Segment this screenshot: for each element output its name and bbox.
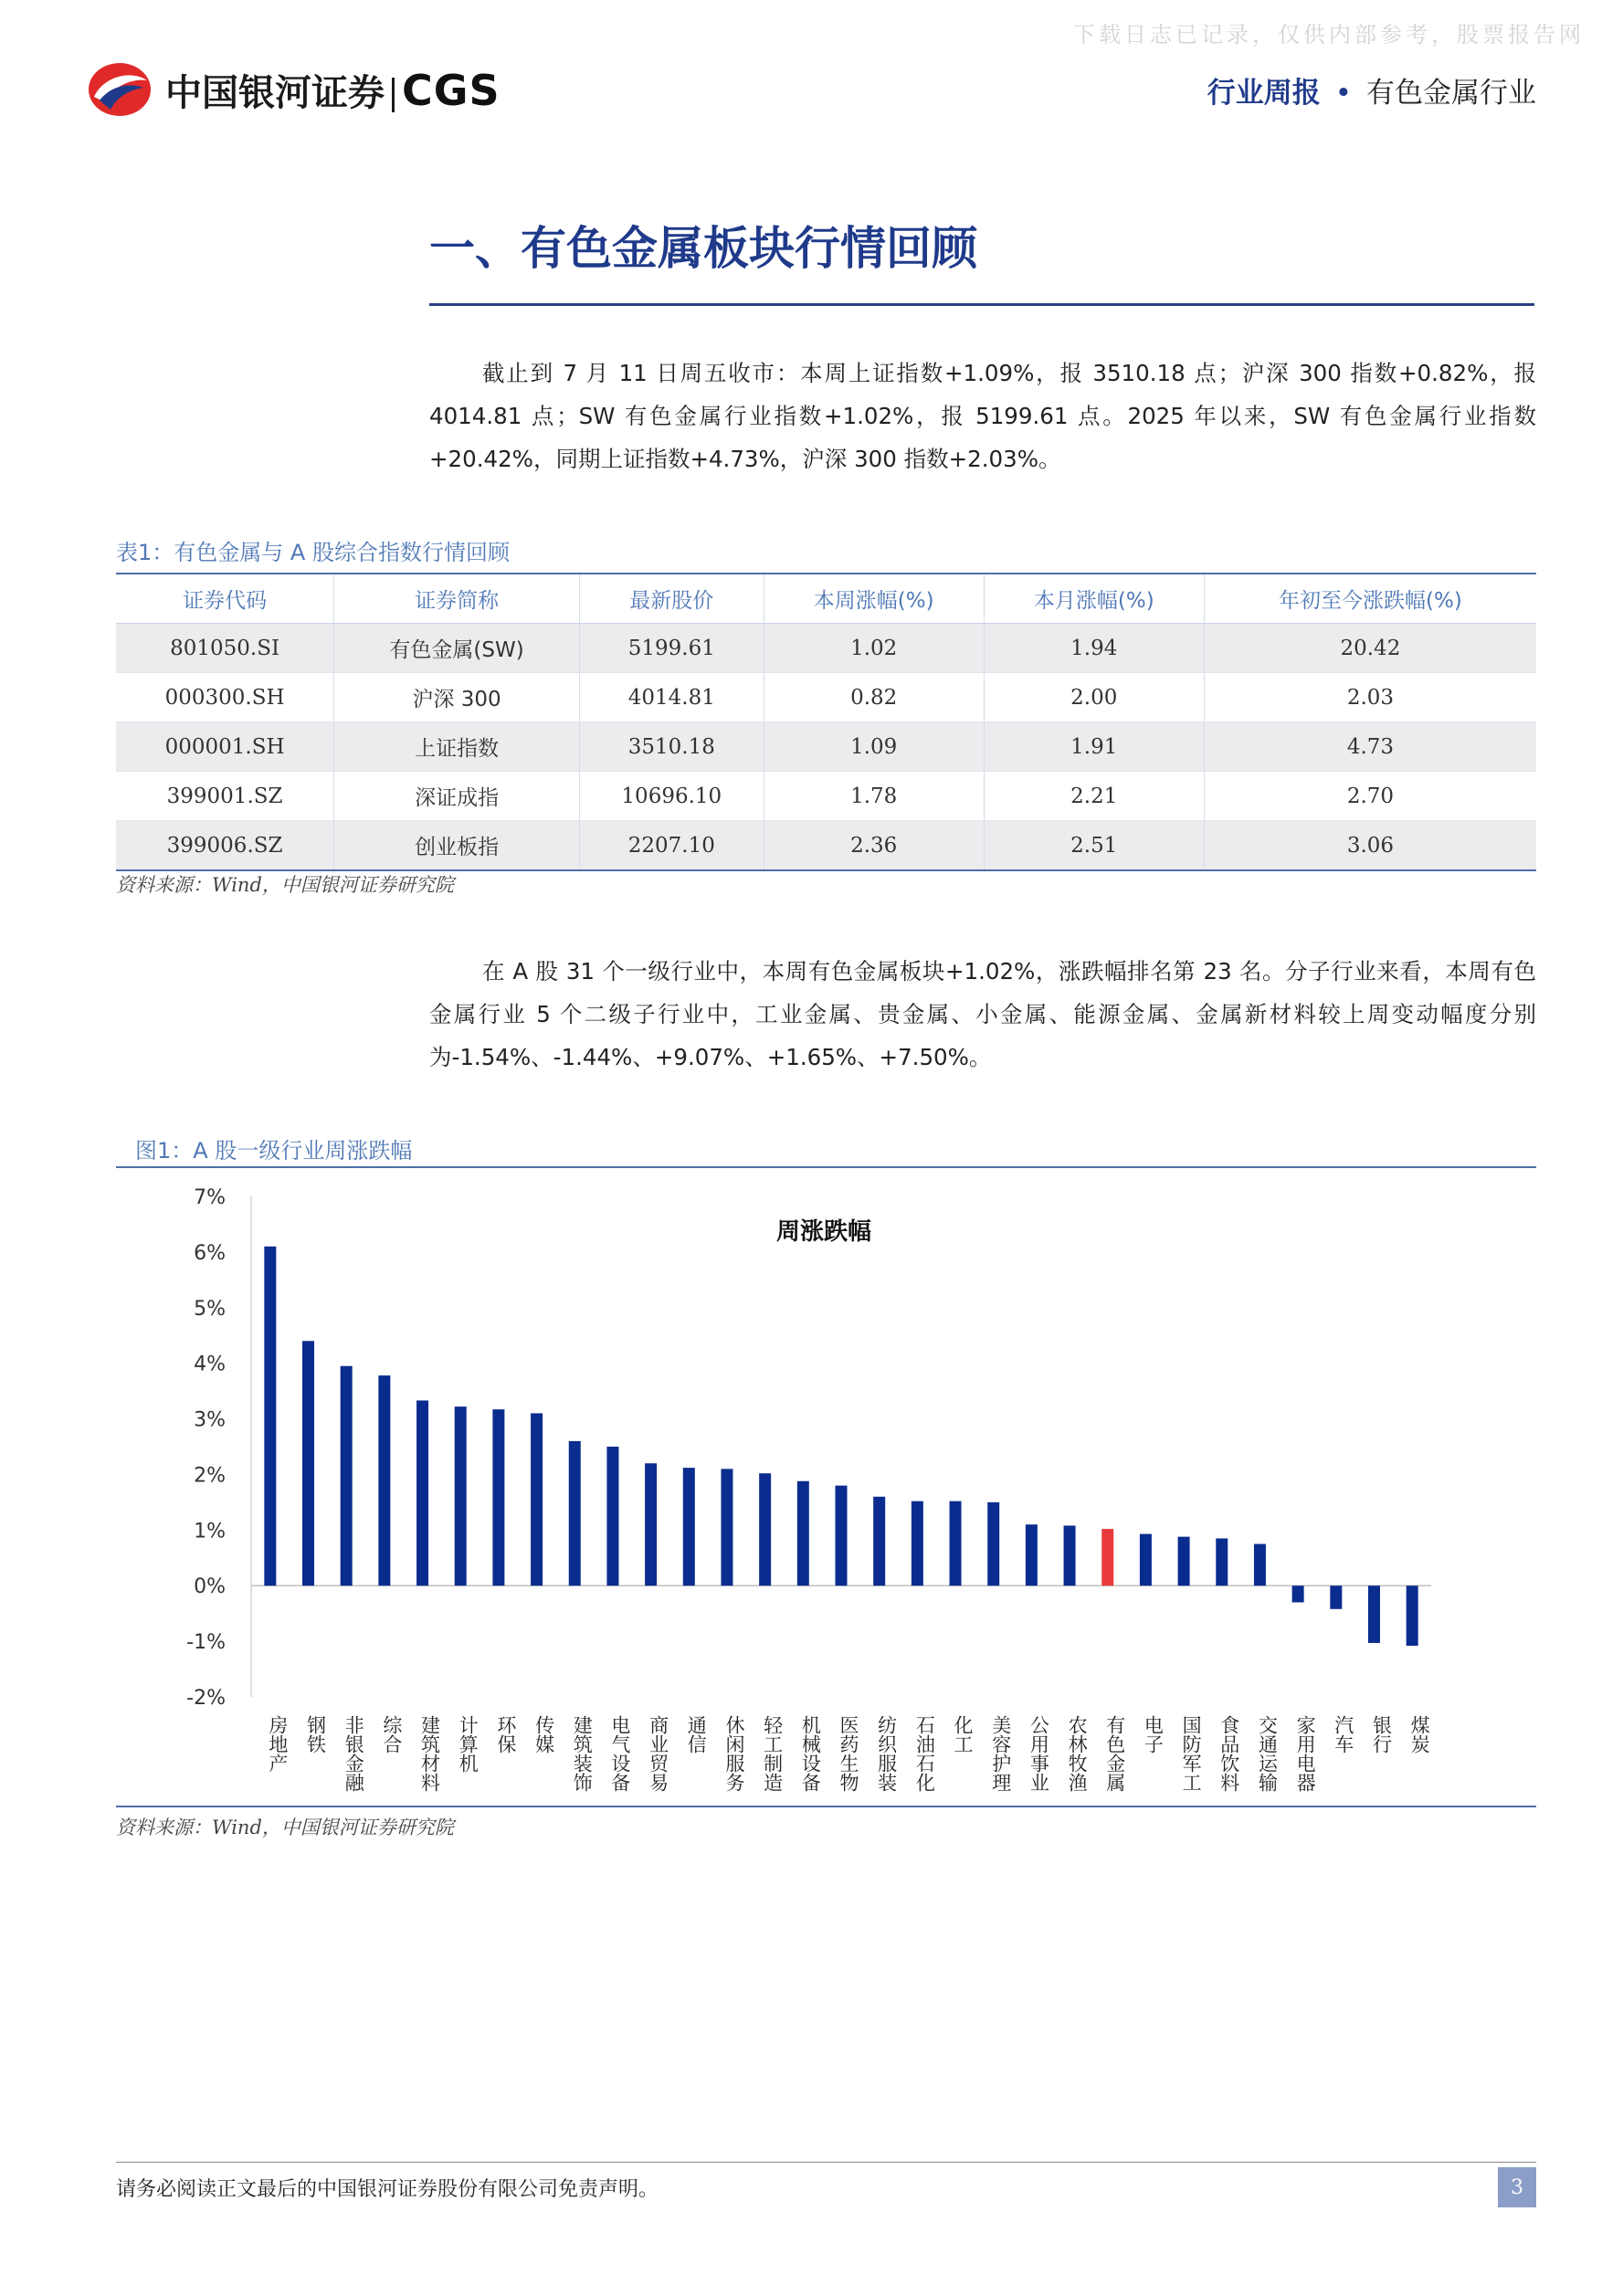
y-tick-label: 7% xyxy=(194,1186,226,1209)
cell: 801050.SI xyxy=(116,624,334,673)
x-tick-label: 农林牧渔 xyxy=(1066,1715,1089,1792)
bar xyxy=(1026,1524,1038,1585)
y-tick-label: 4% xyxy=(194,1353,226,1376)
cell: 沪深 300 xyxy=(334,673,580,722)
cell: 000001.SH xyxy=(116,722,334,772)
cell: 5199.61 xyxy=(579,624,764,673)
bar xyxy=(721,1469,732,1585)
col-month: 本月涨幅(%) xyxy=(984,574,1204,624)
header-dot: • xyxy=(1334,77,1352,110)
cell: 1.78 xyxy=(764,772,984,821)
cell: 1.02 xyxy=(764,624,984,673)
page-number: 3 xyxy=(1498,2167,1536,2207)
x-tick-label: 传媒 xyxy=(532,1715,555,1754)
cell: 上证指数 xyxy=(334,722,580,772)
market-summary-paragraph xyxy=(429,352,1536,480)
col-week: 本周涨幅(%) xyxy=(764,574,984,624)
figure-caption: 图1：A 股一级行业周涨跌幅 xyxy=(135,1138,413,1164)
col-price: 最新股价 xyxy=(579,574,764,624)
x-tick-label: 建筑材料 xyxy=(418,1715,441,1792)
cell: 有色金属(SW) xyxy=(334,624,580,673)
cell: 1.09 xyxy=(764,722,984,772)
cell: 2.00 xyxy=(984,673,1204,722)
logo-wordmark xyxy=(165,64,501,116)
bar xyxy=(987,1502,999,1585)
bar xyxy=(759,1473,771,1585)
x-tick-label: 房地产 xyxy=(266,1715,289,1773)
cell: 3510.18 xyxy=(579,722,764,772)
y-tick-label: 5% xyxy=(194,1297,226,1321)
bar xyxy=(1064,1525,1076,1585)
cell: 1.91 xyxy=(984,722,1204,772)
x-tick-label: 食品饮料 xyxy=(1217,1715,1240,1792)
x-tick-label: 环保 xyxy=(494,1715,517,1754)
cell: 2.70 xyxy=(1204,772,1536,821)
bar xyxy=(1140,1534,1152,1586)
table-row xyxy=(116,624,1536,673)
paragraph-text: 截止到 7 月 11 日周五收市：本周上证指数+1.09%，报 3510.18 点；沪深 300 指数+0.82%，报 4014.81 点；SW 有色金属行业指数+1.02%，报 5199.61 点。2025 年以来，SW 有色金属行业指数+20.42%，同期上证指数+4.73%，沪深 300 指数+2.03%。 xyxy=(429,360,1536,472)
table-header-row xyxy=(116,574,1536,624)
bar xyxy=(302,1341,314,1585)
bar xyxy=(1407,1585,1418,1646)
bar xyxy=(950,1501,962,1586)
bar xyxy=(378,1375,390,1585)
x-tick-label: 交通运输 xyxy=(1256,1715,1279,1792)
report-type: 行业周报 xyxy=(1207,77,1321,110)
x-tick-label: 计算机 xyxy=(457,1715,480,1773)
x-tick-label: 煤炭 xyxy=(1408,1715,1431,1754)
table-caption: 表1：有色金属与 A 股综合指数行情回顾 xyxy=(116,540,510,565)
x-tick-label: 综合 xyxy=(380,1715,403,1754)
bar xyxy=(912,1501,923,1586)
watermark: 下载日志已记录，仅供内部参考，股票报告网 xyxy=(1073,22,1585,47)
x-tick-label: 家用电器 xyxy=(1294,1715,1317,1792)
report-header xyxy=(1207,69,1536,111)
table-source: 资料来源：Wind，中国银河证券研究院 xyxy=(116,874,454,896)
x-tick-label: 化工 xyxy=(952,1715,975,1754)
cell: 1.94 xyxy=(984,624,1204,673)
title-divider xyxy=(429,303,1534,306)
col-code: 证券代码 xyxy=(116,574,334,624)
bar xyxy=(1178,1537,1190,1586)
cell: 4.73 xyxy=(1204,722,1536,772)
bar xyxy=(683,1468,695,1585)
x-tick-label: 电子 xyxy=(1142,1715,1165,1754)
cell: 2.36 xyxy=(764,821,984,871)
x-tick-label: 纺织服装 xyxy=(875,1715,898,1792)
logo-divider xyxy=(392,78,395,112)
bar xyxy=(1292,1585,1304,1602)
figure-caption-rule xyxy=(116,1166,1536,1168)
bar xyxy=(797,1481,809,1585)
index-review-table xyxy=(116,573,1536,871)
x-tick-label: 通信 xyxy=(685,1715,708,1754)
bar xyxy=(1101,1529,1113,1585)
bar xyxy=(416,1400,428,1585)
logo-en: CGS xyxy=(402,65,501,115)
y-tick-label: 2% xyxy=(194,1464,226,1488)
cell: 2207.10 xyxy=(579,821,764,871)
x-tick-label: 美容护理 xyxy=(989,1715,1012,1792)
cgs-logo-icon xyxy=(87,60,153,119)
bar xyxy=(341,1366,353,1586)
x-tick-label: 非银金融 xyxy=(343,1715,365,1792)
x-tick-label: 石油石化 xyxy=(913,1715,936,1792)
chart-title: 周涨跌幅 xyxy=(775,1218,872,1246)
col-ytd: 年初至今涨跌幅(%) xyxy=(1204,574,1536,624)
x-tick-label: 休闲服务 xyxy=(722,1715,745,1792)
y-tick-label: 3% xyxy=(194,1408,226,1432)
industry-ranking-paragraph xyxy=(429,950,1536,1079)
cell: 3.06 xyxy=(1204,821,1536,871)
bar xyxy=(492,1409,504,1585)
bar xyxy=(645,1463,657,1585)
bar xyxy=(531,1413,543,1585)
logo-cn: 中国银河证券 xyxy=(165,71,385,114)
cell: 399006.SZ xyxy=(116,821,334,871)
bar xyxy=(836,1486,848,1586)
bar xyxy=(1254,1544,1266,1586)
cell: 399001.SZ xyxy=(116,772,334,821)
table-row xyxy=(116,673,1536,722)
x-tick-label: 机械设备 xyxy=(799,1715,822,1792)
x-tick-label: 建筑装饰 xyxy=(571,1715,594,1792)
table-row xyxy=(116,722,1536,772)
bar xyxy=(455,1406,467,1585)
x-tick-label: 汽车 xyxy=(1332,1715,1354,1754)
table-row xyxy=(116,821,1536,871)
x-tick-label: 有色金属 xyxy=(1103,1715,1126,1792)
x-tick-label: 银行 xyxy=(1370,1715,1393,1754)
cell: 2.51 xyxy=(984,821,1204,871)
paragraph-text: 在 A 股 31 个一级行业中，本周有色金属板块+1.02%，涨跌幅排名第 23 名。分子行业来看，本周有色金属行业 5 个二级子行业中，工业金属、贵金属、小金属、能源金属、金属新材料较上周变动幅度分别为-1.54%、-1.44%、+9.07%、+1.65%、+7.50%。 xyxy=(429,958,1536,1070)
bar xyxy=(1216,1538,1228,1585)
table-row xyxy=(116,772,1536,821)
weekly-industry-chart xyxy=(116,1171,1536,1801)
y-tick-label: -2% xyxy=(186,1687,226,1710)
footer-disclaimer: 请务必阅读正文最后的中国银河证券股份有限公司免责声明。 xyxy=(116,2178,659,2201)
x-tick-label: 公用事业 xyxy=(1028,1715,1050,1792)
bar xyxy=(606,1447,618,1585)
cell: 2.21 xyxy=(984,772,1204,821)
cell: 2.03 xyxy=(1204,673,1536,722)
section-title: 一、有色金属板块行情回顾 xyxy=(429,222,977,275)
y-tick-label: 6% xyxy=(194,1241,226,1265)
x-tick-label: 轻工制造 xyxy=(761,1715,784,1792)
y-tick-label: 0% xyxy=(194,1575,226,1599)
bar xyxy=(1368,1585,1380,1643)
x-tick-label: 商业贸易 xyxy=(647,1715,669,1792)
cell: 000300.SH xyxy=(116,673,334,722)
bar xyxy=(264,1247,276,1585)
x-tick-label: 钢铁 xyxy=(304,1715,327,1754)
x-tick-label: 电气设备 xyxy=(608,1715,631,1792)
col-name: 证券简称 xyxy=(334,574,580,624)
y-tick-label: 1% xyxy=(194,1520,226,1543)
bar xyxy=(1330,1585,1342,1609)
footer-rule xyxy=(116,2162,1536,2163)
x-tick-label: 国防军工 xyxy=(1180,1715,1203,1792)
cell: 0.82 xyxy=(764,673,984,722)
x-tick-label: 医药生物 xyxy=(838,1715,859,1792)
figure-bottom-rule xyxy=(116,1806,1536,1807)
cell: 创业板指 xyxy=(334,821,580,871)
company-logo xyxy=(87,57,501,122)
y-tick-label: -1% xyxy=(186,1631,226,1655)
cell: 10696.10 xyxy=(579,772,764,821)
cell: 4014.81 xyxy=(579,673,764,722)
bar xyxy=(569,1441,581,1585)
figure-source: 资料来源：Wind，中国银河证券研究院 xyxy=(116,1817,454,1838)
cell: 深证成指 xyxy=(334,772,580,821)
industry-name: 有色金属行业 xyxy=(1366,77,1536,110)
bar xyxy=(873,1497,885,1585)
cell: 20.42 xyxy=(1204,624,1536,673)
